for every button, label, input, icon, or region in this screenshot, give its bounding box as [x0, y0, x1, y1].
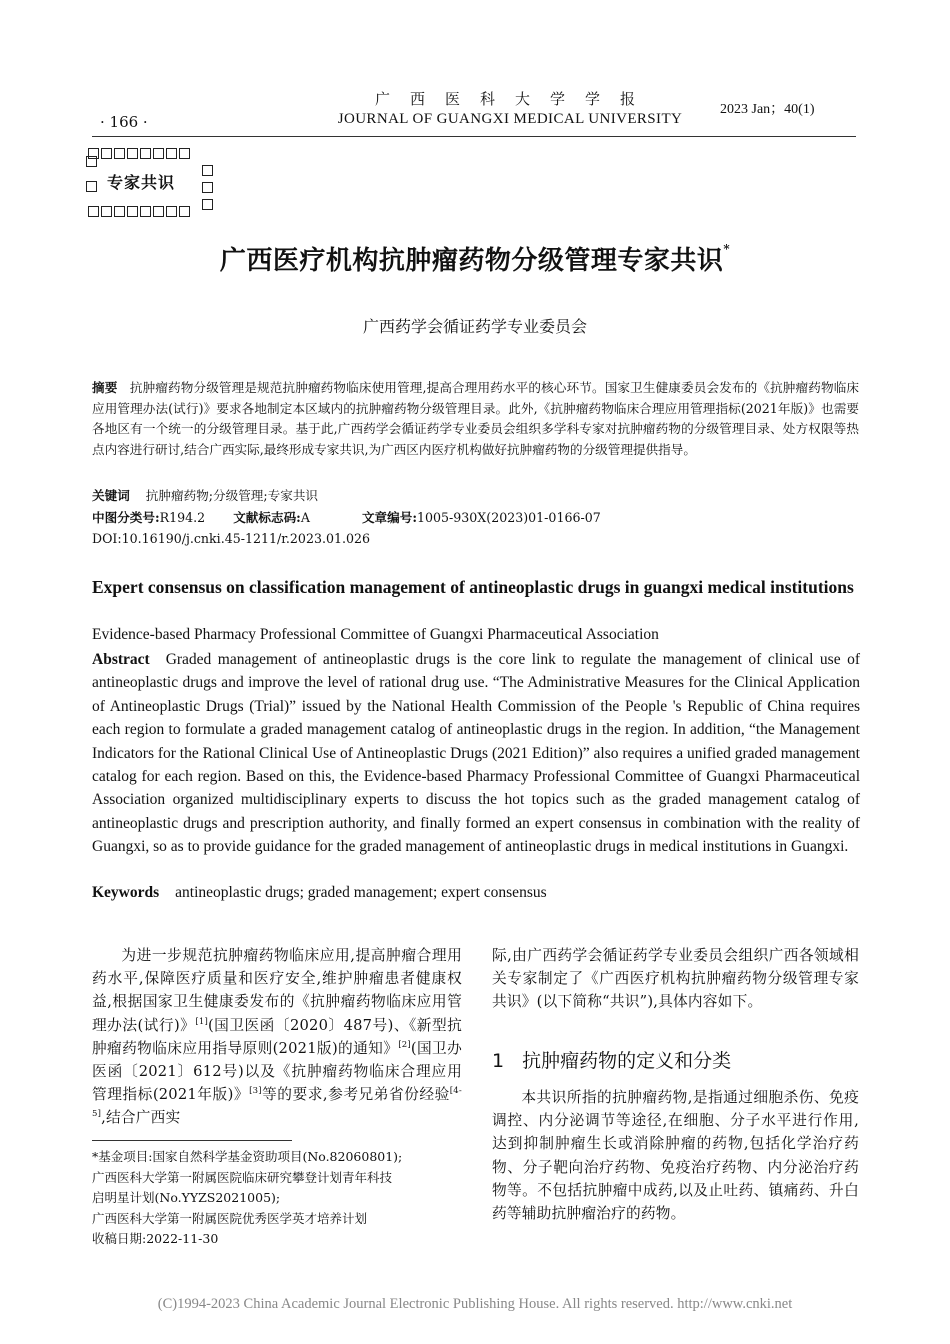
article-title-text: 广西医疗机构抗肿瘤药物分级管理专家共识 — [219, 246, 724, 276]
badge-frame-left — [86, 150, 98, 206]
title-footnote-mark: * — [723, 242, 731, 256]
ref-1: [1] — [195, 1016, 208, 1027]
doc-code-value: A — [300, 510, 310, 525]
ref-2: [2] — [398, 1039, 411, 1050]
intro-text-2: (国卫医函〔2020〕487号)、《新型抗肿瘤药物临床应用指导原则(2021版)的通知》 — [92, 1016, 462, 1057]
en-title: Expert consensus on classification management of antineoplastic drugs in guangxi medical institutions — [92, 577, 854, 597]
clc-label: 中图分类号: — [92, 510, 160, 525]
en-abstract-label: Abstract — [92, 651, 150, 668]
footnotes — [92, 1147, 472, 1250]
intro-continuation: 际,由广西药学会循证药学专业委员会组织广西各领域相关专家制定了《广西医疗机构抗肿瘤药物分级管理专家共识》(以下简称“共识”),具体内容如下。 — [492, 947, 859, 1011]
badge-frame-top — [88, 148, 192, 159]
badge-frame-bottom — [88, 206, 192, 217]
footnote-divider — [92, 1140, 292, 1141]
article-title — [0, 240, 950, 277]
cn-keywords-label: 关键词 — [92, 488, 130, 503]
ref-4-5: [4-5] — [92, 1086, 462, 1120]
page-number: · 166 · — [100, 113, 148, 131]
section-heading — [492, 1046, 731, 1073]
footnote-line: *基金项目:国家自然科学基金资助项目(No.82060801); — [92, 1149, 403, 1164]
ref-3: [3] — [249, 1086, 262, 1097]
en-keywords-text: antineoplastic drugs; graded management; expert consensus — [175, 884, 547, 901]
header-divider — [92, 136, 856, 137]
badge-frame-right — [202, 165, 214, 224]
intro-paragraph — [92, 944, 462, 1130]
section-badge-label: 专家共识 — [107, 173, 176, 192]
article-no-label: 文章编号: — [361, 510, 417, 525]
article-author: 广西药学会循证药学专业委员会 — [362, 317, 587, 336]
section-number: 1 — [492, 1050, 505, 1072]
article-meta — [92, 508, 601, 529]
en-abstract — [92, 648, 860, 859]
body-right-column-top — [492, 944, 859, 1014]
article-no-value: 1005-930X(2023)01-0166-07 — [416, 510, 601, 525]
footnote-line: 收稿日期:2022-11-30 — [92, 1231, 219, 1246]
en-abstract-text: Graded management of antineoplastic drugs is the core link to regulate the management of clinical use of antineoplastic drugs and improve the level of rational drug use. “The Administrative Measures for the Clinical Application of Antineoplastic Drugs (Trial)” issued by the National Health Commission of the People 's Republic of China requires each region to formulate a graded management catalog of antineoplastic drugs in the region. In addition, “the Management Indicators for the Rational Clinical Use of Antineoplastic Drugs (2021 Edition)” also requires a unified graded management catalog for each region. Based on this, the Evidence-based Pharmacy Professional Committee of Guangxi Pharmaceutical Association organized multidisciplinary experts to discuss the hot topics such as the graded management catalog of antineoplastic drugs and prescription authority, and finally formed an expert consensus in combination with the reality of Guangxi, so as to provide guidance for the graded management of antineoplastic drugs in medical institutions in Guangxi. — [92, 651, 860, 856]
footnote-line: 广西医科大学第一附属医院优秀医学英才培养计划 — [92, 1210, 368, 1226]
cn-abstract-text: 抗肿瘤药物分级管理是规范抗肿瘤药物临床使用管理,提高合理用药水平的核心环节。国家卫生健康委员会发布的《抗肿瘤药物临床应用管理办法(试行)》要求各地制定本区域内的抗肿瘤药物分级管理目录。此外,《抗肿瘤药物临床合理应用管理指标(2021年版)》也需要各地区有一个统一的分级管理目录。基于此,广西药学会循证药学专业委员会组织多学科专家对抗肿瘤药物的分级管理目录、处方权限等热点内容进行研讨,结合广西实际,最终形成专家共识,为广西区内医疗机构做好抗肿瘤药物的分级管理提供指导。 — [92, 380, 860, 457]
cn-keywords — [92, 486, 318, 507]
en-keywords-label: Keywords — [92, 884, 160, 901]
intro-text-4: 等的要求,参考兄弟省份经验 — [261, 1086, 450, 1104]
doi: DOI:10.16190/j.cnki.45-1211/r.2023.01.026 — [92, 531, 371, 546]
footnote-line: 广西医科大学第一附属医院临床研究攀登计划青年科技 — [92, 1169, 393, 1185]
section-title: 抗肿瘤药物的定义和分类 — [522, 1050, 732, 1072]
issue-info: 2023 Jan；40(1) — [720, 102, 815, 117]
footnote-line: 启明星计划(No.YYZS2021005); — [92, 1190, 281, 1205]
journal-title-en: JOURNAL OF GUANGXI MEDICAL UNIVERSITY — [337, 111, 683, 127]
cn-abstract-label: 摘要 — [92, 380, 118, 395]
body-right-column-section — [492, 1086, 859, 1225]
doc-code-label: 文献标志码: — [233, 510, 301, 525]
intro-text-1: 为进一步规范抗肿瘤药物临床应用,提高肿瘤合理用药水平,保障医疗质量和医疗安全,维护肿瘤患者健康权益,根据国家卫生健康委发布的《抗肿瘤药物临床应用管理办法(试行)》 — [92, 947, 462, 1034]
intro-text-3: (国卫办医函〔2021〕612号)以及《抗肿瘤药物临床合理应用管理指标(2021年版)》 — [92, 1039, 462, 1104]
copyright-footer: (C)1994-2023 China Academic Journal Electronic Publishing House. All rights reserved. http://www.cnki.net — [157, 1296, 793, 1312]
en-author: Evidence-based Pharmacy Professional Committee of Guangxi Pharmaceutical Association — [92, 626, 659, 643]
cn-abstract — [92, 378, 859, 460]
definition-paragraph: 本共识所指的抗肿瘤药物,是指通过细胞杀伤、免疫调控、内分泌调节等途径,在细胞、分子水平进行作用,达到抑制肿瘤生长或消除肿瘤的药物,包括化学治疗药物、分子靶向治疗药物、免疫治疗药物、内分泌治疗药物等。不包括抗肿瘤中成药,以及止吐药、镇痛药、升白药等辅助抗肿瘤治疗的药物。 — [492, 1089, 859, 1223]
clc-value: R194.2 — [159, 510, 206, 525]
intro-text-5: ,结合广西实 — [101, 1109, 181, 1127]
en-keywords — [92, 884, 547, 902]
body-left-column — [92, 944, 462, 1130]
cn-keywords-text: 抗肿瘤药物;分级管理;专家共识 — [145, 488, 319, 503]
journal-title-cn: 广西医科大学学报 — [374, 90, 655, 108]
